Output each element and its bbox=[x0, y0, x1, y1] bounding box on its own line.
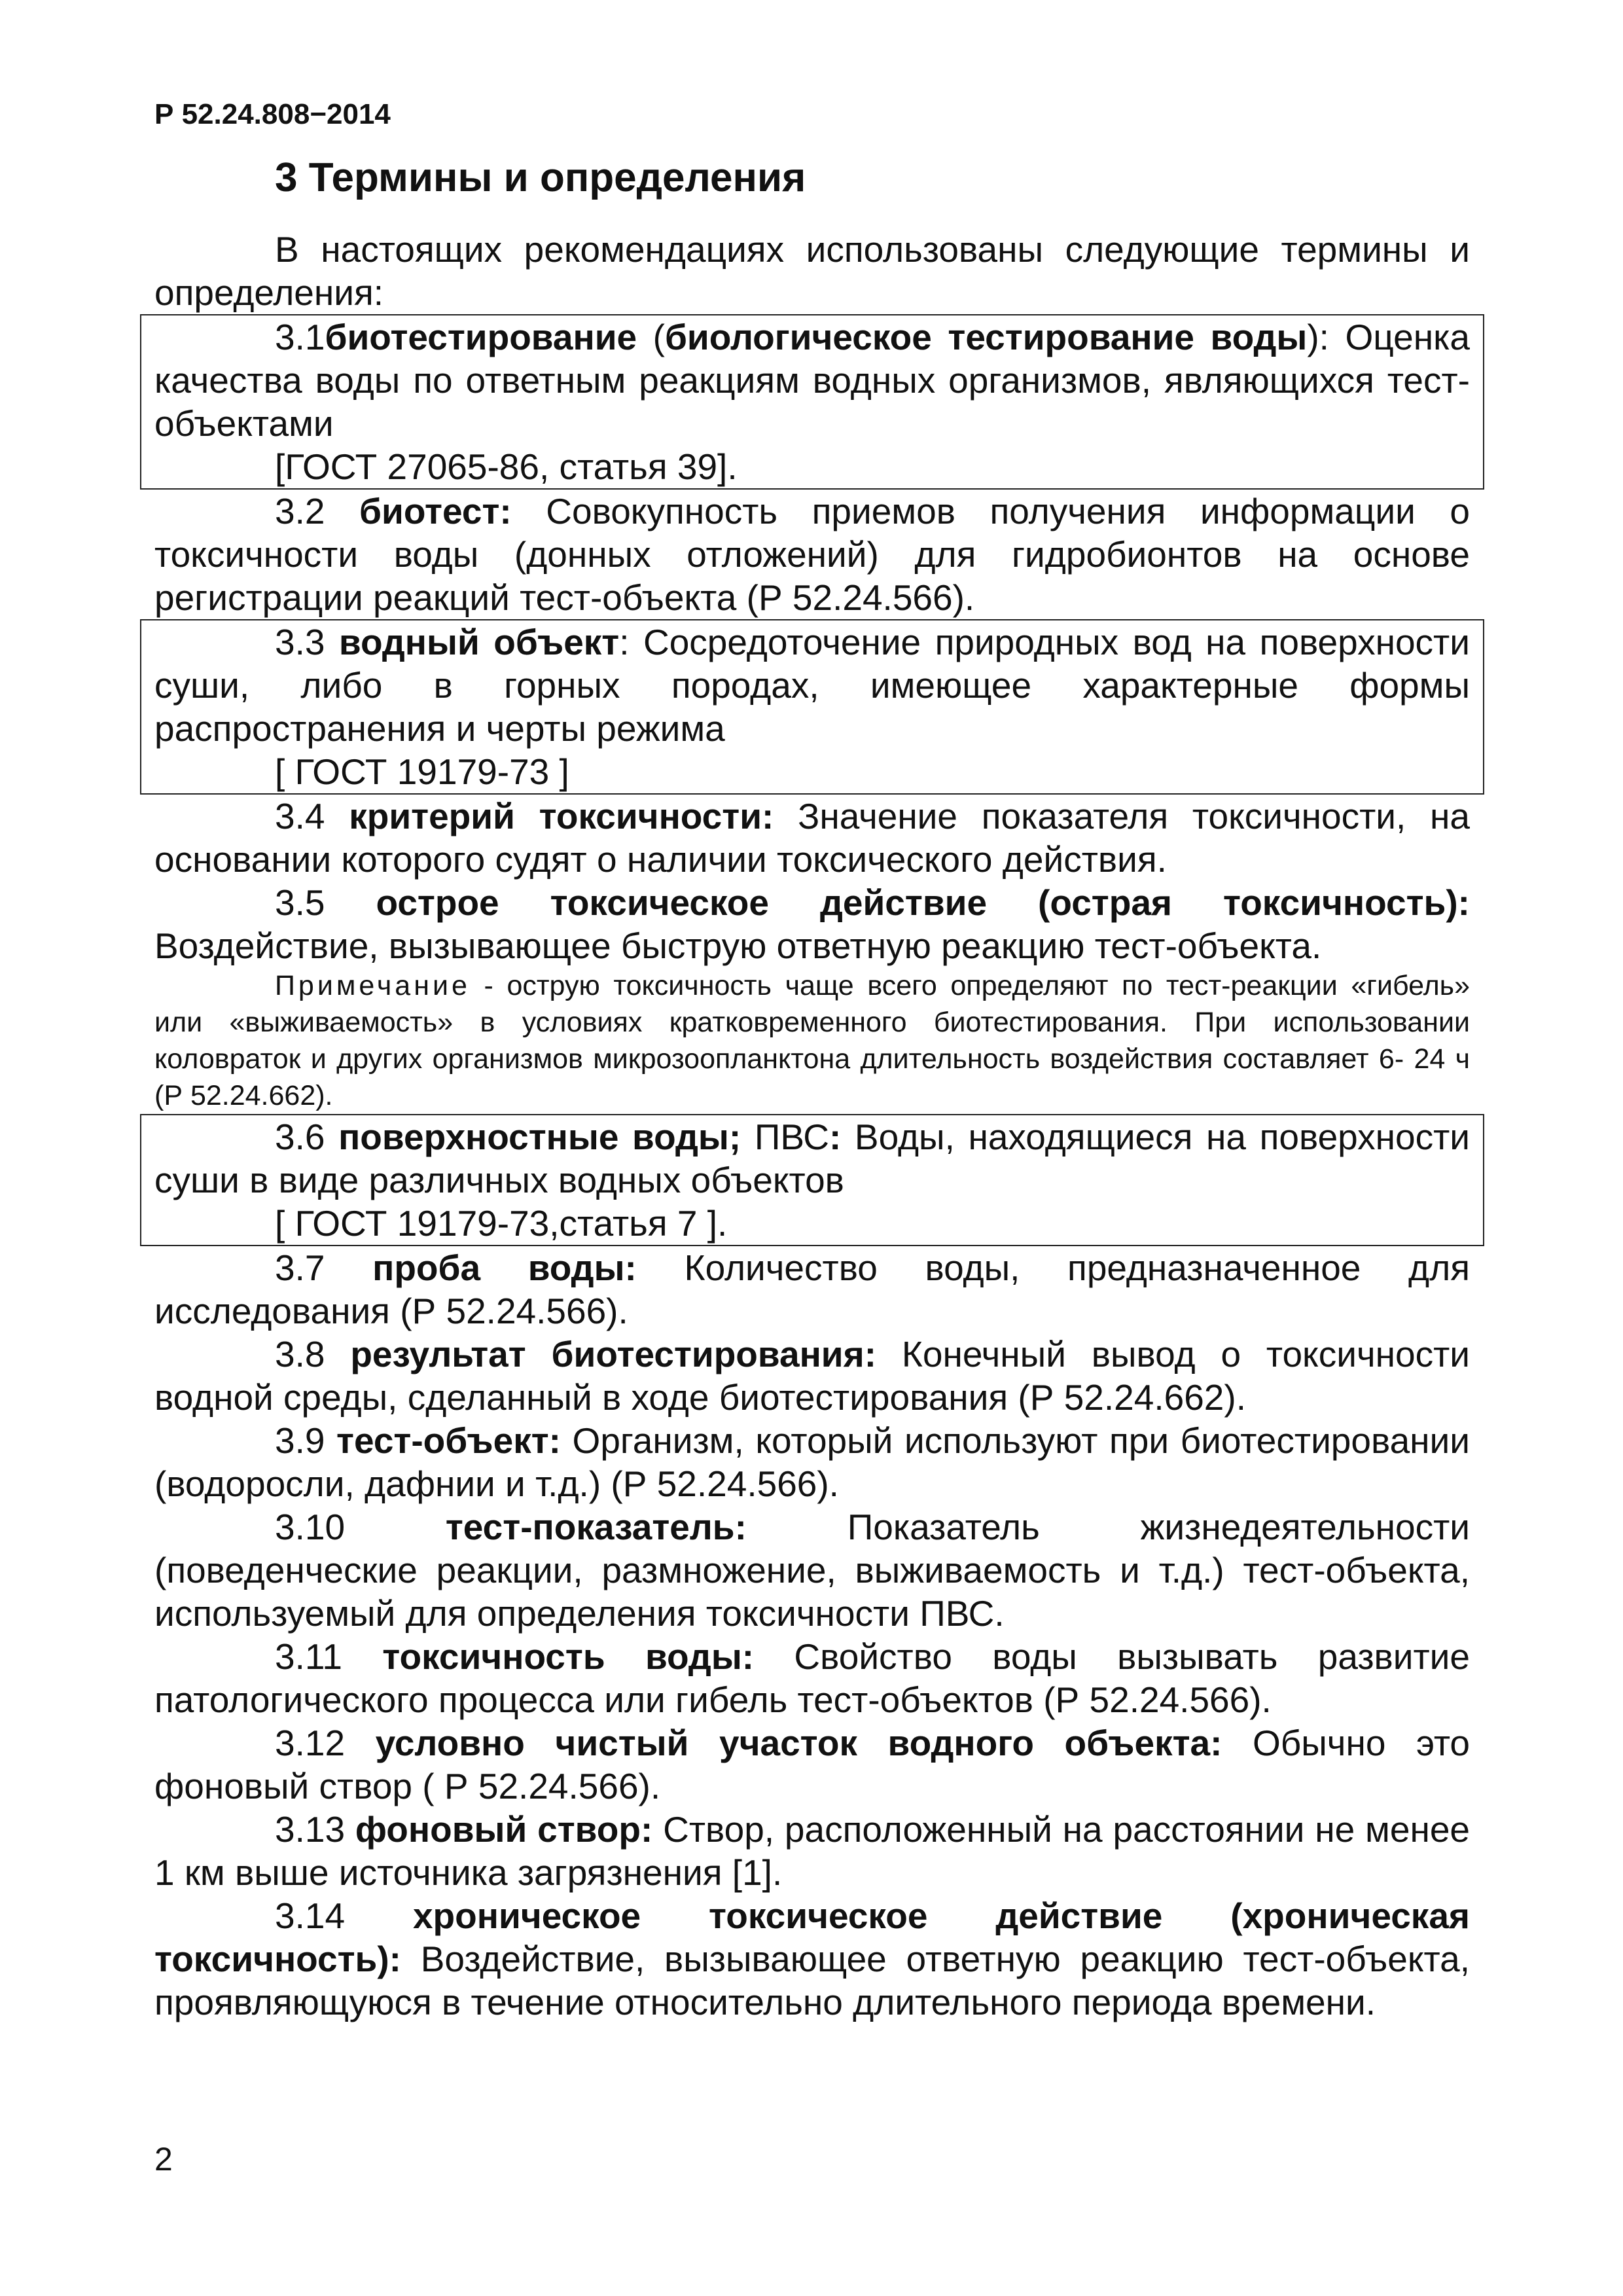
term-3-10: 3.10 тест-показатель: Показатель жизнедеятельности (поведенческие реакции, размножение, выживаемость и т.д.) тест-объекта, используемый для определения токсичности ПВС. bbox=[154, 1507, 1471, 1634]
document-number: Р 52.24.808−2014 bbox=[154, 98, 391, 130]
term-box-3-6 bbox=[140, 1114, 1484, 1246]
term-name: биотестирование bbox=[325, 317, 637, 357]
section-title: 3 Термины и определения bbox=[275, 155, 806, 200]
term-definition: Организм, который используют при биотестировании (водоросли, дафнии и т.д.) (Р 52.24.566). bbox=[154, 1420, 1470, 1504]
term-3-9: 3.9 тест-объект: Организм, который используют при биотестировании (водоросли, дафнии и т.д.) (Р 52.24.566). bbox=[154, 1420, 1470, 1504]
term-definition: Значение показателя токсичности, на основании которого судят о наличии токсического действия. bbox=[154, 796, 1471, 880]
term-alt-name: биологическое тестирование воды bbox=[664, 317, 1308, 357]
page-number: 2 bbox=[154, 2141, 173, 2178]
term-source: [ГОСТ 27065-86, статья 39]. bbox=[275, 446, 738, 487]
term-definition: Воздействие, вызывающее быструю ответную реакцию тест-объекта. bbox=[154, 925, 1322, 966]
note-text: - острую токсичность чаще всего определяют по тест-реакции «гибель» или «выживаемость» в условиях кратковременного биотестирования. При использовании коловраток и других организмов микрозоопланктона длительность воздействия составляет 6- 24 ч (Р 52.24.662). bbox=[154, 970, 1470, 1111]
term-name: токсичность воды: bbox=[382, 1636, 755, 1677]
term-3-6: 3.6 поверхностные воды; ПВС: Воды, находящиеся на поверхности суши в виде различных водных объектов bbox=[154, 1117, 1471, 1200]
term-name: фоновый створ: bbox=[355, 1809, 653, 1850]
term-definition: Створ, расположенный на расстоянии не менее 1 км выше источника загрязнения [1]. bbox=[154, 1809, 1470, 1893]
intro-paragraph: В настоящих рекомендациях использованы следующие термины и определения: bbox=[154, 229, 1470, 313]
term-3-3: 3.3 водный объект: Сосредоточение природных вод на поверхности суши, либо в горных породах, имеющее характерные формы распространения и черты режима bbox=[154, 622, 1470, 749]
term-3-13: 3.13 фоновый створ: Створ, расположенный на расстоянии не менее 1 км выше источника загрязнения [1]. bbox=[154, 1809, 1470, 1893]
note-paragraph bbox=[154, 967, 1470, 1114]
term-3-11: 3.11 токсичность воды: Свойство воды вызывать развитие патологического процесса или гибель тест-объектов (Р 52.24.566). bbox=[154, 1636, 1470, 1720]
term-definition: Обычно это фоновый створ ( Р 52.24.566). bbox=[154, 1723, 1470, 1806]
terms-body bbox=[154, 228, 1470, 2024]
term-3-7: 3.7 проба воды: Количество воды, предназначенное для исследования (Р 52.24.566). bbox=[154, 1247, 1470, 1331]
term-definition: Количество воды, предназначенное для исследования (Р 52.24.566). bbox=[154, 1247, 1470, 1331]
term-3-1: 3.1биотестирование (биологическое тестирование воды): Оценка качества воды по ответным реакциям водных организмов, являющихся тест-объектами bbox=[154, 317, 1470, 444]
term-definition: Свойство воды вызывать развитие патологического процесса или гибель тест-объектов (Р 52.24.566). bbox=[154, 1636, 1470, 1720]
term-name: условно чистый участок водного объекта: bbox=[375, 1723, 1222, 1763]
term-definition: Конечный вывод о токсичности водной среды, сделанный в ходе биотестирования (Р 52.24.662). bbox=[154, 1334, 1470, 1418]
term-name: тест-объект: bbox=[336, 1420, 561, 1461]
term-source: [ ГОСТ 19179-73 ] bbox=[275, 751, 569, 792]
term-box-3-1 bbox=[140, 314, 1484, 490]
term-source: [ ГОСТ 19179-73,статья 7 ]. bbox=[275, 1203, 728, 1244]
term-name: водный объект bbox=[338, 622, 620, 662]
term-definition: Воды, находящиеся на поверхности суши в виде различных водных объектов bbox=[154, 1117, 1471, 1200]
term-name: проба воды: bbox=[372, 1247, 637, 1288]
term-3-14: 3.14 хроническое токсическое действие (хроническая токсичность): Воздействие, вызывающее ответную реакцию тест-объекта, проявляющуюся в течение относительно длительного периода времени. bbox=[154, 1895, 1470, 2022]
term-box-3-3 bbox=[140, 619, 1484, 795]
term-name: биотест: bbox=[359, 491, 512, 531]
term-name: критерий токсичности: bbox=[349, 796, 774, 836]
term-name: поверхностные воды; bbox=[338, 1117, 741, 1157]
term-abbr: ПВС bbox=[741, 1117, 829, 1157]
term-definition: Воздействие, вызывающее ответную реакцию тест-объекта, проявляющуюся в течение относительно длительного периода времени. bbox=[154, 1939, 1470, 2022]
term-3-12: 3.12 условно чистый участок водного объекта: Обычно это фоновый створ ( Р 52.24.566). bbox=[154, 1723, 1470, 1806]
term-3-8: 3.8 результат биотестирования: Конечный вывод о токсичности водной среды, сделанный в ходе биотестирования (Р 52.24.662). bbox=[154, 1334, 1470, 1418]
term-definition: Оценка качества воды по ответным реакциям водных организмов, являющихся тест-объектами bbox=[154, 317, 1470, 444]
term-name: хроническое токсическое действие (хроническая токсичность): bbox=[154, 1895, 1470, 1979]
term-definition: Совокупность приемов получения информации о токсичности воды (донных отложений) для гидробионтов на основе регистрации реакций тест-объекта (Р 52.24.566). bbox=[154, 491, 1470, 618]
term-name: тест-показатель: bbox=[445, 1507, 747, 1547]
term-3-5: 3.5 острое токсическое действие (острая токсичность): Воздействие, вызывающее быструю ответную реакцию тест-объекта. bbox=[154, 882, 1470, 966]
term-definition: Показатель жизнедеятельности (поведенческие реакции, размножение, выживаемость и т.д.) тест-объекта, используемый для определения токсичности ПВС. bbox=[154, 1507, 1471, 1634]
term-name: острое токсическое действие (острая токсичность): bbox=[376, 882, 1470, 923]
term-3-2: 3.2 биотест: Совокупность приемов получения информации о токсичности воды (донных отложений) для гидробионтов на основе регистрации реакций тест-объекта (Р 52.24.566). bbox=[154, 491, 1470, 618]
note-label: Примечание bbox=[275, 970, 471, 1001]
term-definition: Сосредоточение природных вод на поверхности суши, либо в горных породах, имеющее характерные формы распространения и черты режима bbox=[154, 622, 1470, 749]
term-name: результат биотестирования: bbox=[350, 1334, 877, 1374]
term-3-4: 3.4 критерий токсичности: Значение показателя токсичности, на основании которого судят о наличии токсического действия. bbox=[154, 796, 1471, 880]
